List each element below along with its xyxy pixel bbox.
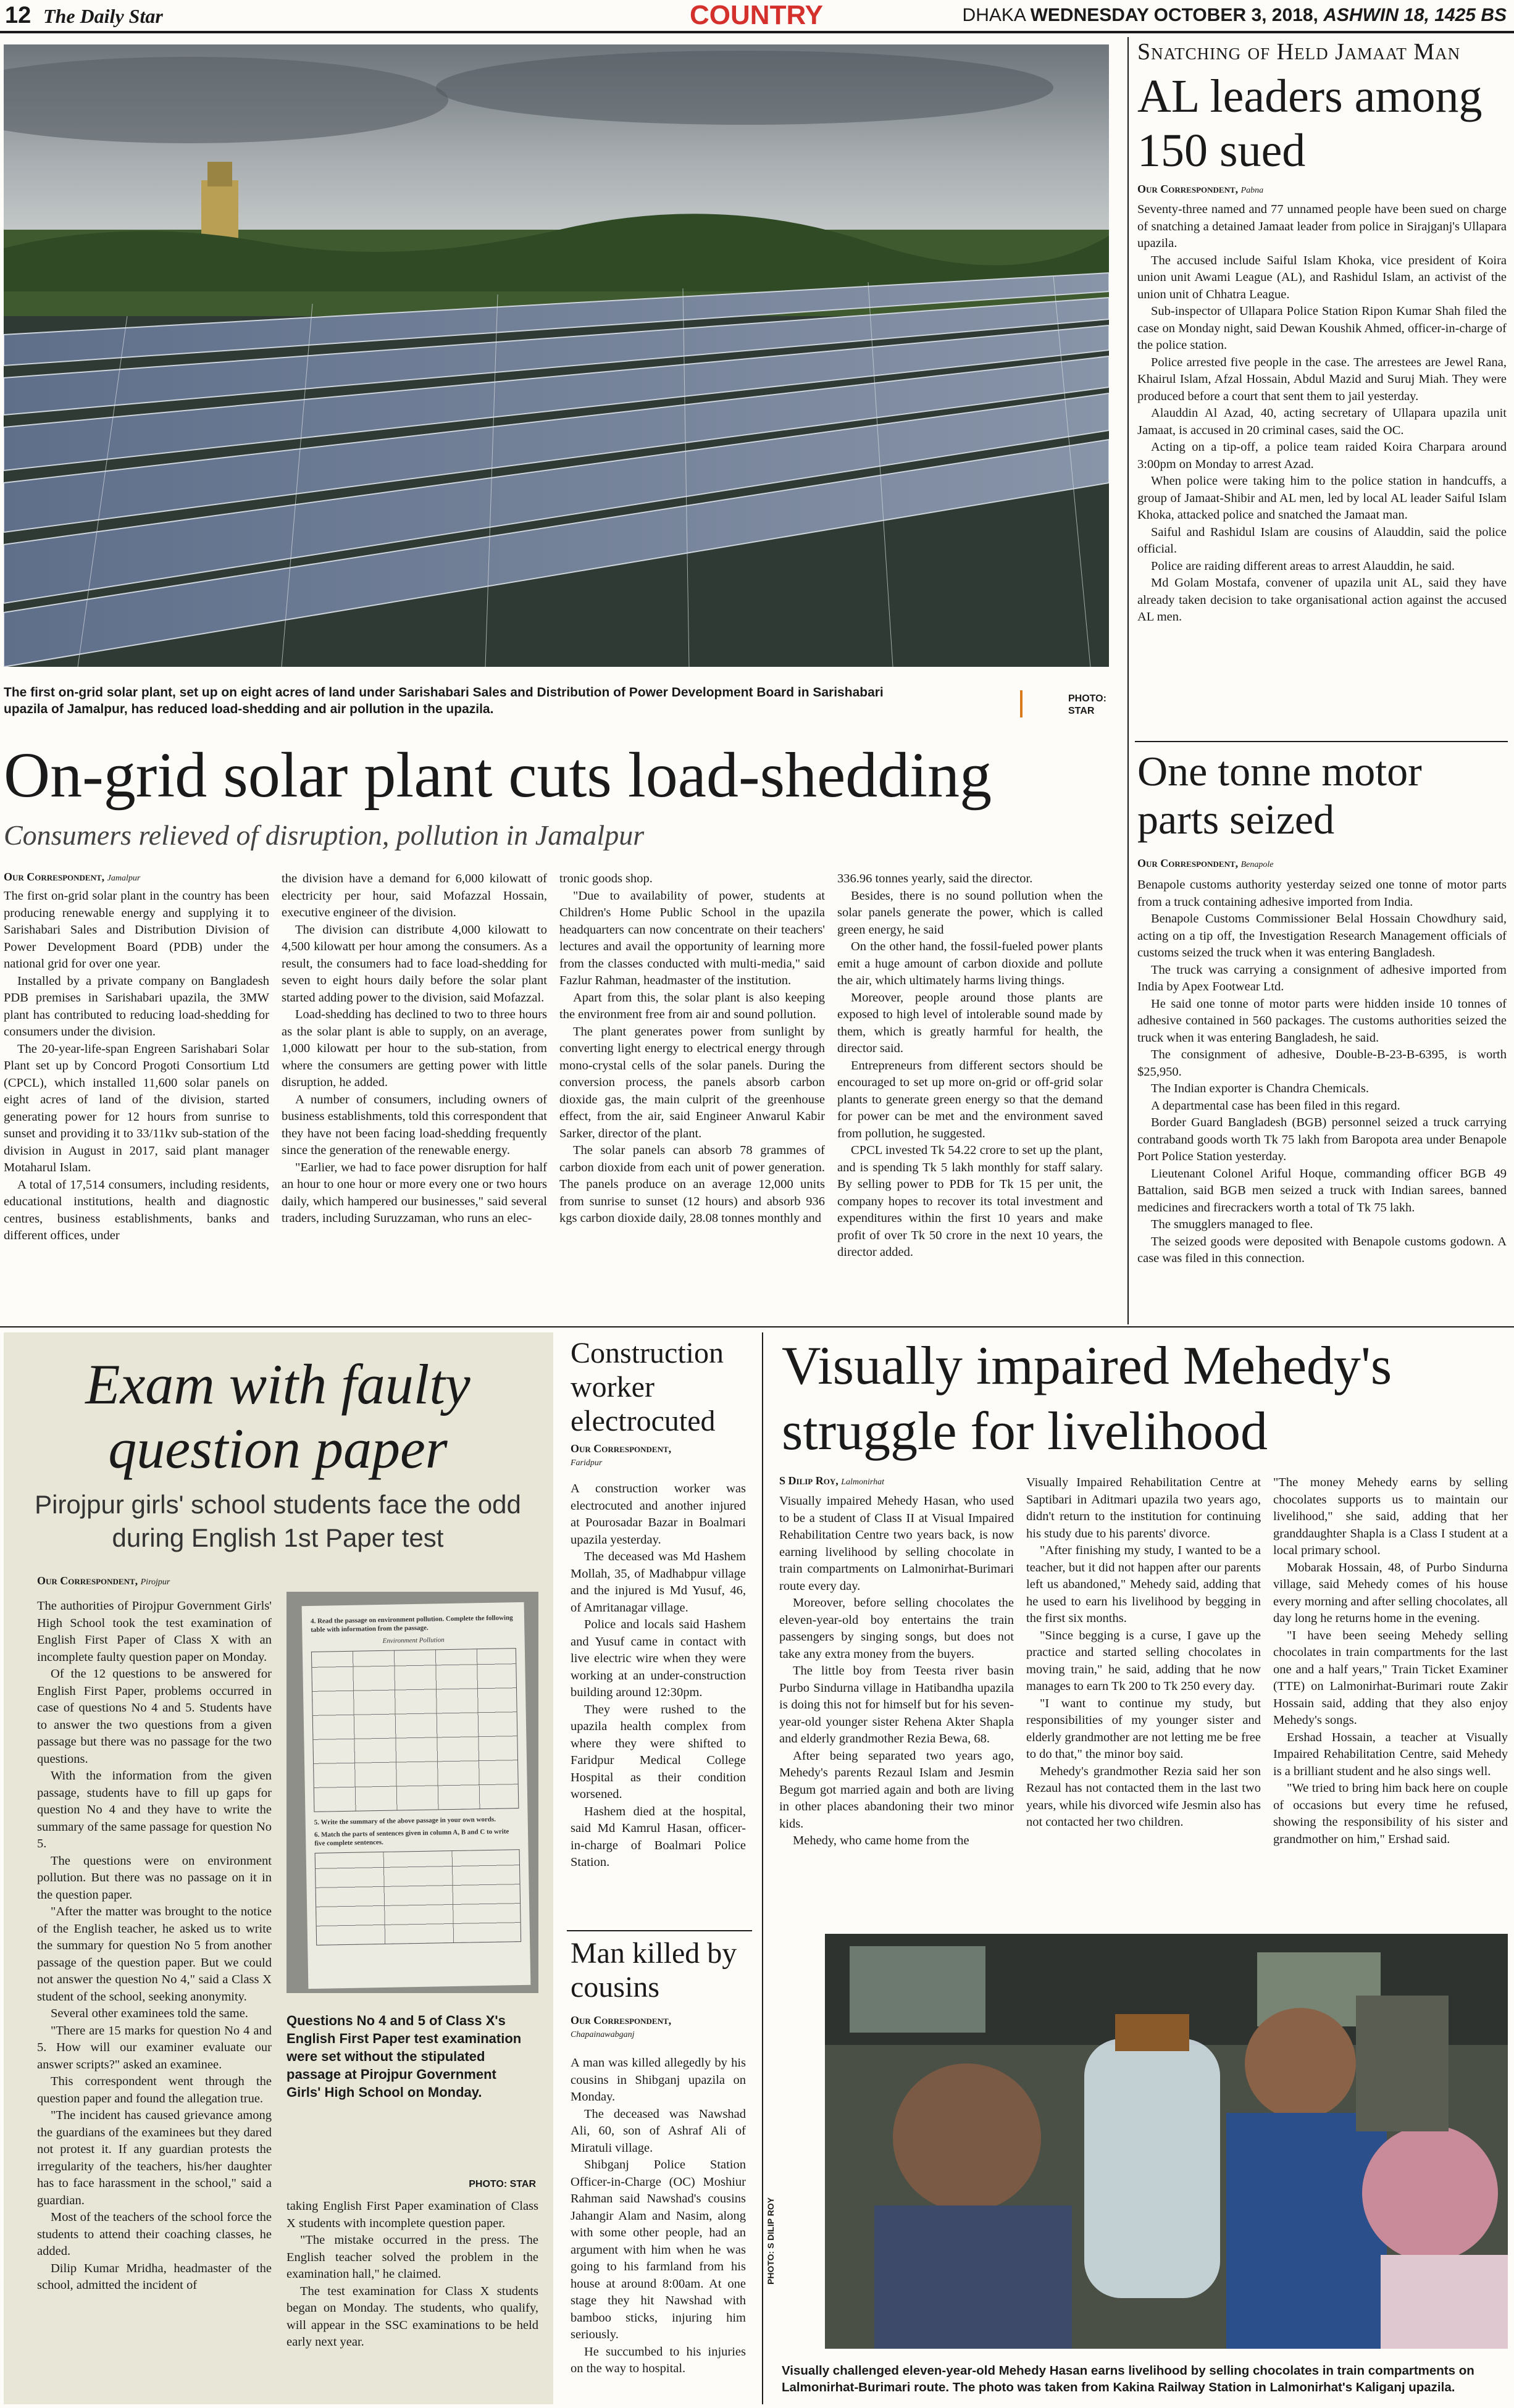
mehedy-headline: Visually impaired Mehedy's struggle for livelihood xyxy=(782,1336,1392,1461)
mehedy-col-2 xyxy=(1026,1474,1261,1831)
paragraph: Border Guard Bangladesh (BGB) personnel seized a truck carrying contraband goods worth Tk 75 lakh from Baropota area under Benapole Port Police Station yesterday. xyxy=(1137,1116,1507,1163)
paragraph: Ershad Hossain, a teacher at Visually Impaired Rehabilitation Centre, said Mehedy is a brilliant student and he also sings well. xyxy=(1273,1730,1508,1778)
worker-headline: Construction worker electrocuted xyxy=(571,1337,724,1437)
paragraph: Benapole Customs Commissioner Belal Hossain Chowdhury said, acting on a tip off, the Investigation Research Management officials of customs seized the truck when it was entering Bangladesh. xyxy=(1137,912,1507,959)
paragraph: The authorities of Pirojpur Government Girls' High School took the test examination of English First Paper of Class X with an incomplete faulty question paper on Monday. xyxy=(37,1599,272,1664)
paragraph: Acting on a tip-off, a police team raided Koira Charpara around 3:00pm on Monday to arrest Azad. xyxy=(1137,440,1507,471)
paragraph: Of the 12 questions to be answered for English First Paper, problems occurred in case of questions No 4 and 5. Students have to answer the two questions from a given passage but there was no passage for the two questions. xyxy=(37,1667,272,1766)
paragraph: Mobarak Hossain, 48, of Purbo Sindurna village, said Mehedy comes of his house every morning and after selling chocolates, all day long he returns home in the evening. xyxy=(1273,1560,1508,1625)
jamaat-headline: AL leaders among 150 sued xyxy=(1137,70,1483,177)
exam-body xyxy=(37,1598,272,2294)
paragraph: Entrepreneurs from different sectors should be encouraged to set up more on-grid or off-grid solar plants to generate green energy so that the demand for power can be met and the environment saved from pollution, he suggested. xyxy=(837,1058,1103,1140)
paragraph: This correspondent went through the question paper and found the allegation true. xyxy=(37,2075,272,2105)
byline-name: Our Correspondent, xyxy=(1137,857,1239,869)
paragraph: A construction worker was electrocuted and another injured at Pourosadar Bazar in Boalmari upazila yesterday. xyxy=(571,1482,746,1547)
mehedy-caption: Visually challenged eleven-year-old Mehedy Hasan earns livelihood by selling chocolates in train compartments on Lalmonirhat-Burimari route. The photo was taken from Kakina Railway Station in Lalmonirhat's Kaliganj upazila. xyxy=(782,2364,1474,2394)
worker-byline xyxy=(571,1442,756,1468)
paragraph: When police were taking him to the police station in handcuffs, a group of Jamaat-Shibir and AL men, led by local AL leader Saiful Islam Khoka, attacked police and snatched the Jamaat man. xyxy=(1137,474,1507,522)
paragraph: Apart from this, the solar plant is also keeping the environment free from air and sound pollution. xyxy=(559,990,825,1021)
paragraph: tronic goods shop. xyxy=(559,872,653,885)
paragraph: Dilip Kumar Mridha, headmaster of the school, admitted the incident of xyxy=(37,2261,272,2292)
solar-headline: On-grid solar plant cuts load-shedding xyxy=(4,740,992,811)
byline-name: Our Correspondent, xyxy=(571,2014,672,2026)
paragraph: Police are raiding different areas to arrest Alauddin, he said. xyxy=(1151,559,1455,573)
byline-place: Lalmonirhat xyxy=(841,1478,885,1487)
question-paper-photo xyxy=(286,1592,538,1993)
paragraph: The accused include Saiful Islam Khoka, vice president of Koira union unit Awami League (AL), and Rashidul Islam, an activist of the union unit of Chhatra League. xyxy=(1137,253,1507,301)
byline-place: Pirojpur xyxy=(140,1578,170,1587)
paper-line-3: 5. Write the summary of the above passage in your own words. xyxy=(314,1815,496,1826)
solar-photo xyxy=(4,44,1109,667)
motor-headline: One tonne motor parts seized xyxy=(1137,748,1422,843)
byline-place: Pabna xyxy=(1240,186,1264,195)
paragraph: A number of consumers, including owners of business establishments, told this correspondent that they have not been facing load-shedding frequently since the generation of the renewable energy. xyxy=(282,1092,547,1157)
paper-table xyxy=(311,1648,519,1812)
solar-byline xyxy=(4,871,140,884)
paragraph: taking English First Paper examination of Class X students with incomplete question paper. xyxy=(286,2199,538,2230)
paper-line-1: 4. Read the passage on environment pollution. Complete the following table with information from the passage. xyxy=(310,1614,513,1634)
paragraph: With the information from the given passage, students have to fill up gaps for question No 4 and they have to write the summary of the same passage for question No 5. xyxy=(37,1769,272,1850)
paragraph: Visually Impaired Rehabilitation Centre at Saptibari in Aditmari upazila two years ago, didn't return to the institution for continuing his study due to his parents' divorce. xyxy=(1026,1476,1261,1541)
paragraph: Benapole customs authority yesterday seized one tonne of motor parts from a truck containing adhesive imported from India. xyxy=(1137,878,1507,909)
solar-col-4 xyxy=(837,871,1103,1261)
cousins-top-rule xyxy=(567,1930,752,1931)
paragraph: Load-shedding has declined to two to three hours as the solar plant is able to supply, on an average, 1,000 kilowatt per hour to the sub-station, from where the consumers are getting power with little disruption, he added. xyxy=(282,1008,547,1089)
byline-name: Our Correspondent, xyxy=(4,871,105,883)
paragraph: Several other examinees told the same. xyxy=(51,2007,248,2020)
paragraph: Most of the teachers of the school force the students to attend their coaching classes, he added. xyxy=(37,2210,272,2258)
paragraph: Police and locals said Hashem and Yusuf came in contact with live electric wire when they were working at an under-construction building around 12:30pm. xyxy=(571,1618,746,1699)
paragraph: "The incident has caused grievance among the guardians of the examinees but they dared not protest it. If any guardian protests the irregularity of the teachers, his/her daughter has to face harassment in the school," said a guardian. xyxy=(37,2109,272,2207)
solar-panels-image xyxy=(4,44,1109,667)
mehedy-photo-credit: PHOTO: S DILIP ROY xyxy=(766,2197,776,2285)
jamaat-byline xyxy=(1137,183,1263,196)
paragraph: They were rushed to the upazila health complex from where they were shifted to Faridpur Medical College Hospital as their condition worsened. xyxy=(571,1702,746,1801)
solar-col-3 xyxy=(559,871,825,1227)
paper-table-2 xyxy=(315,1849,522,1946)
byline-name: Our Correspondent, xyxy=(1137,183,1239,195)
mehedy-byline xyxy=(779,1474,884,1487)
paragraph: The test examination for Class X students began on Monday. The students, who qualify, will appear in the SSC examinations to be held early next year. xyxy=(286,2284,538,2349)
paragraph: The seized goods were deposited with Benapole customs godown. A case was filed in this connection. xyxy=(1137,1234,1507,1265)
byline-place: Faridpur xyxy=(571,1458,603,1468)
exam-body-2 xyxy=(286,2198,538,2351)
solar-col-2 xyxy=(282,871,547,1227)
exam-photo-credit: PHOTO: STAR xyxy=(469,2179,536,2189)
paragraph: Visually impaired Mehedy Hasan, who used to be a student of Class II at Visual Impaired Rehabilitation Centre two years back, is now earning livelihood by selling chocolate in train compartments on Lalmonirhat-Burimari route every day. xyxy=(779,1494,1014,1593)
solar-caption: The first on-grid solar plant, set up on eight acres of land under Sarishabari Sales and Distribution of Power Development Board in Sarishabari upazila of Jamalpur, has reduced load-shedding and air pollution in the upazila. xyxy=(4,685,884,716)
paragraph: Moreover, before selling chocolates the eleven-year-old boy entertains the train passengers by singing songs, but does not take any extra money from the buyers. xyxy=(779,1596,1014,1661)
mehedy-left-rule xyxy=(762,1332,763,2404)
paper-sheet xyxy=(302,1602,531,1989)
paragraph: The consignment of adhesive, Double-B-23-B-6395, is worth $25,950. xyxy=(1137,1048,1507,1079)
jamaat-kicker: Snatching of Held Jamaat Man xyxy=(1137,39,1461,65)
paragraph: Lieutenant Colonel Ariful Hoque, commanding officer BGB 49 Battalion, said BGB men seized a truck with Indian sarees, banned medicines and firecrackers worth a total of Tk 75 lakh. xyxy=(1137,1166,1507,1214)
solar-col-1 xyxy=(4,888,269,1245)
paragraph: "I want to continue my study, but responsibilities of my younger sister and elderly grandmother are not letting me be free to do that," the minor boy said. xyxy=(1026,1696,1261,1761)
masthead-rule xyxy=(0,31,1514,33)
cousins-headline: Man killed by cousins xyxy=(571,1937,737,2004)
paragraph: "I have been seeing Mehedy selling chocolates in train compartments for the last one and a half years," Train Ticket Examiner (TTE) on Lalmonirhat-Burimari route Zakir Hossain said, adding that they also enjoy Mehedy's songs. xyxy=(1273,1628,1508,1727)
mehedy-col-3 xyxy=(1273,1474,1508,1848)
paragraph: 336.96 tonnes yearly, said the director. xyxy=(837,872,1033,885)
paragraph: The smugglers managed to flee. xyxy=(1151,1218,1313,1231)
paragraph: He succumbed to his injuries on the way to hospital. xyxy=(571,2344,746,2375)
right-col-rule xyxy=(1127,37,1129,1324)
paragraph: The deceased was Md Hashem Mollah, 35, of Madhabpur village and the injured is Md Yusuf, 46, of Amritanagar village. xyxy=(571,1550,746,1615)
byline-name: Our Correspondent, xyxy=(37,1574,138,1587)
caption-divider xyxy=(1020,690,1023,717)
paragraph: A man was killed allegedly by his cousins in Shibganj upazila on Monday. xyxy=(571,2056,746,2104)
paragraph: The little boy from Teesta river basin Purbo Sindurna village in Hatibandha upazila is doing this not for himself but for his seven-year-old younger sister Rehena Akter Shapla and elderly grandmother Rezia Bewa, 68. xyxy=(779,1664,1014,1745)
dateline-date: WEDNESDAY OCTOBER 3, 2018, xyxy=(1030,5,1318,25)
solar-deck: Consumers relieved of disruption, pollution in Jamalpur xyxy=(4,819,645,851)
paragraph: "We tried to bring him back here on couple of occasions but every time he refused, showing the responsibility of his sister and grandmother on him," Ershad said. xyxy=(1273,1781,1508,1846)
paragraph: Sub-inspector of Ullapara Police Station Ripon Kumar Shah filed the case on Monday night, said Dewan Koushik Ahmed, officer-in-charge of the police station. xyxy=(1137,304,1507,352)
paragraph: Alauddin Al Azad, 40, acting secretary of Ullapara upazila unit Jamaat, is accused in 20 criminal cases, said the OC. xyxy=(1137,406,1507,437)
worker-body xyxy=(571,1481,746,1871)
motor-body xyxy=(1137,877,1507,1268)
paragraph: "After finishing my study, I wanted to be a teacher, but it did not happen after our parents left us abandoned," Mehedy said, adding that he used to earn his livelihood by begging in the first six months. xyxy=(1026,1544,1261,1625)
paragraph: Mehedy's grandmother Rezia said her son Rezaul has not contacted them in the last two years, while his divorced wife Jesmin also has not contacted her two children. xyxy=(1026,1764,1261,1829)
byline-name: Our Correspondent, xyxy=(571,1442,672,1455)
exam-deck: Pirojpur girls' school students face the odd during English 1st Paper test xyxy=(35,1490,521,1552)
paragraph: On the other hand, the fossil-fueled power plants emit a huge amount of carbon dioxide and pollute the air, which ultimately harms living things. xyxy=(837,940,1103,987)
paragraph: The deceased was Nawshad Ali, 60, son of Ashraf Ali of Miratuli village. xyxy=(571,2107,746,2155)
paragraph: Shibganj Police Station Officer-in-Charge (OC) Moshiur Rahman said Nawshad's cousins Jahangir Alam and Nasim, along with some other people, had an argument with him when he was going to his farmland from his house at around 8:00am. At one stage they hit Nawshad with bamboo sticks, injuring him seriously. xyxy=(571,2158,746,2341)
paragraph: Seventy-three named and 77 unnamed people have been sued on charge of snatching a detained Jamaat leader from police in Sirajganj's Ullapara upazila. xyxy=(1137,203,1507,250)
paragraph: "Since begging is a curse, I gave up the practice and started selling chocolates in moving train," he said, adding that he now manages to earn Tk 200 to Tk 250 every day. xyxy=(1026,1628,1261,1693)
paragraph: Police arrested five people in the case. The arrestees are Jewel Rana, Khairul Islam, Afzal Hossain, Abdul Mazid and Suruj Miah. They were produced before a court that sent them to jail yesterday. xyxy=(1137,355,1507,403)
paragraph: "After the matter was brought to the notice of the English teacher, he asked us to write the summary for question No 5 from another passage of the question paper. But we could not answer the question No 4," said a Class X student of the school, seeking anonymity. xyxy=(37,1905,272,2004)
jamaat-body xyxy=(1137,201,1507,626)
paragraph: A departmental case has been filed in this regard. xyxy=(1151,1098,1400,1113)
paragraph: The division can distribute 4,000 kilowatt to 4,500 kilowatt per hour among the consumers. As a result, the consumers had to face load-shedding for seven to eight hours daily before the solar plant started adding power to the division, said Mofazzal. xyxy=(282,922,547,1005)
paragraph: The questions were on environment pollution. But there was no passage on it in the question paper. xyxy=(37,1854,272,1902)
paragraph: "The mistake occurred in the press. The English teacher solved the problem in the examination hall," he claimed. xyxy=(286,2233,538,2281)
paragraph: Moreover, people around those plants are exposed to high level of intolerable sound made by them, which is greatly harmful for health, the director said. xyxy=(837,990,1103,1055)
dateline-bengali: ASHWIN 18, 1425 BS xyxy=(1323,5,1507,25)
byline-name: S Dilip Roy, xyxy=(779,1474,839,1487)
exam-byline xyxy=(37,1574,170,1587)
paragraph: Besides, there is no sound pollution when the solar panels generate the power, which is called green energy, he said xyxy=(837,888,1103,937)
paragraph: Md Golam Mostafa, convener of upazila unit AL, said they have already taken decision to take organisational action against the accused AL men. xyxy=(1137,576,1507,624)
dateline xyxy=(963,5,1507,26)
page-number: 12 xyxy=(5,2,31,28)
motor-byline xyxy=(1137,857,1274,870)
paragraph: Hashem died at the hospital, said Md Kamrul Hasan, officer-in-charge of Boalmari Police Station. xyxy=(571,1804,746,1869)
paragraph: The 20-year-life-span Engreen Sarishabari Solar Plant set up by Concord Progoti Consortium Ltd (CPCL), which installed 11,600 solar panels on eight acres of land of the division, started generating power for 12 hours from sunrise to sunset and providing it to 33/11kv sub-station of the division in August in 2017, said plant manager Motaharul Islam. xyxy=(4,1042,269,1174)
paragraph: "There are 15 marks for question No 4 and 5. How will our examiner evaluate our answer scripts?" asked an examinee. xyxy=(37,2023,272,2071)
byline-place: Jamalpur xyxy=(107,874,141,883)
paragraph: the division have a demand for 6,000 kilowatt of electricity per hour, said Mofazzal Hossain, executive engineer of the division. xyxy=(282,872,547,919)
cousins-body xyxy=(571,2055,746,2378)
bottom-section-rule xyxy=(0,1326,1514,1327)
paragraph: A total of 17,514 consumers, including residents, educational institutions, health and diagnostic centres, business establishments, banks and different offices, under xyxy=(4,1177,269,1242)
paragraph: "The money Mehedy earns by selling chocolates supports us to maintain our livelihood," she said, adding that her granddaughter Shapla is a Class I student at a local primary school. xyxy=(1273,1476,1508,1557)
solar-photo-credit: PHOTO: STAR xyxy=(1068,693,1106,716)
paragraph: "Due to availability of power, students at Children's Home Public School in the upazila headquarters can now concentrate on their teachers' lectures and avail the opportunity of learning more from the classes conducted with multi-media," said Fazlur Rahman, headmaster of the institution. xyxy=(559,888,825,987)
exam-caption: Questions No 4 and 5 of Class X's English First Paper test examination were set without the stipulated passage at Pirojpur Government Girls' High School on Monday. xyxy=(286,2013,522,2100)
cousins-byline xyxy=(571,2014,756,2040)
paragraph: CPCL invested Tk 54.22 crore to set up the plant, and is spending Tk 5 lakh monthly for staff salary. By selling power to PDB for Tk 15 per unit, the company hopes to recover its total investment and expenditures within the first 10 years and make profit of over Tk 50 crore in the next 10 years, the director added. xyxy=(837,1143,1103,1259)
paragraph: The first on-grid solar plant in the country has been producing renewable energy and supplying it to Sarishabari Sales and Distribution Division of Power Development Board (PDB) under the national grid for over one year. xyxy=(4,889,269,971)
paper-line-4: 6. Match the parts of sentences given in column A, B and C to write five complete sentences. xyxy=(314,1828,509,1847)
exam-headline: Exam with faulty question paper xyxy=(85,1353,471,1480)
mehedy-photo xyxy=(825,1934,1508,2349)
paragraph: Saiful and Rashidul Islam are cousins of Alauddin, said the police official. xyxy=(1137,525,1507,556)
paragraph: The Indian exporter is Chandra Chemicals. xyxy=(1151,1082,1369,1095)
section-title: COUNTRY xyxy=(690,0,823,30)
mehedy-col-1 xyxy=(779,1493,1014,1850)
paragraph: Installed by a private company on Bangladesh PDB premises in Sarishabari upazila, the 3MW plant has contributed to reducing load-shedding for consumers under the division. xyxy=(4,974,269,1039)
byline-place: Benapole xyxy=(1240,860,1274,869)
paragraph: "Earlier, we had to face power disruption for half an hour to one hour or more every one or two hours daily, which hampered our businesses," said several traders, including Suruzzaman, who runs an elec- xyxy=(282,1160,547,1225)
mehedy-train-image xyxy=(825,1934,1508,2349)
paragraph: He said one tonne of motor parts were hidden inside 10 tonnes of adhesive contained in 560 packages. The customs authorities seized the truck when it was entering Bangladesh, he said. xyxy=(1137,997,1507,1045)
paper-line-2: Environment Pollution xyxy=(382,1636,445,1645)
paragraph: After being separated two years ago, Mehedy's parents Rezaul Islam and Jesmin Begum got married again and both are living in other places abandoning their two minor kids. xyxy=(779,1749,1014,1831)
byline-place: Chapainawabganj xyxy=(571,2030,635,2039)
paragraph: The solar panels can absorb 78 grammes of carbon dioxide from each unit of power generation. The panels produce on an average 12,000 units from sunrise to sunset (12 hours) and absorb 936 kgs carbon dioxide daily, 28.08 tonnes monthly and xyxy=(559,1143,825,1225)
paragraph: The truck was carrying a consignment of adhesive imported from India by Apex Footwear Ltd. xyxy=(1137,963,1507,993)
motor-top-rule xyxy=(1135,741,1508,742)
paragraph: Mehedy, who came home from the xyxy=(793,1834,969,1847)
paragraph: The plant generates power from sunlight by converting light energy to electrical energy through mono-crystal cells of the solar panels. During the conversion process, the panels absorb carbon dioxide gas, the main culprit of the greenhouse effect, from the air, said Engineer Anwarul Kabir Sarker, director of the plant. xyxy=(559,1024,825,1140)
paper-name: The Daily Star xyxy=(43,5,163,27)
dateline-city: DHAKA xyxy=(962,5,1026,25)
